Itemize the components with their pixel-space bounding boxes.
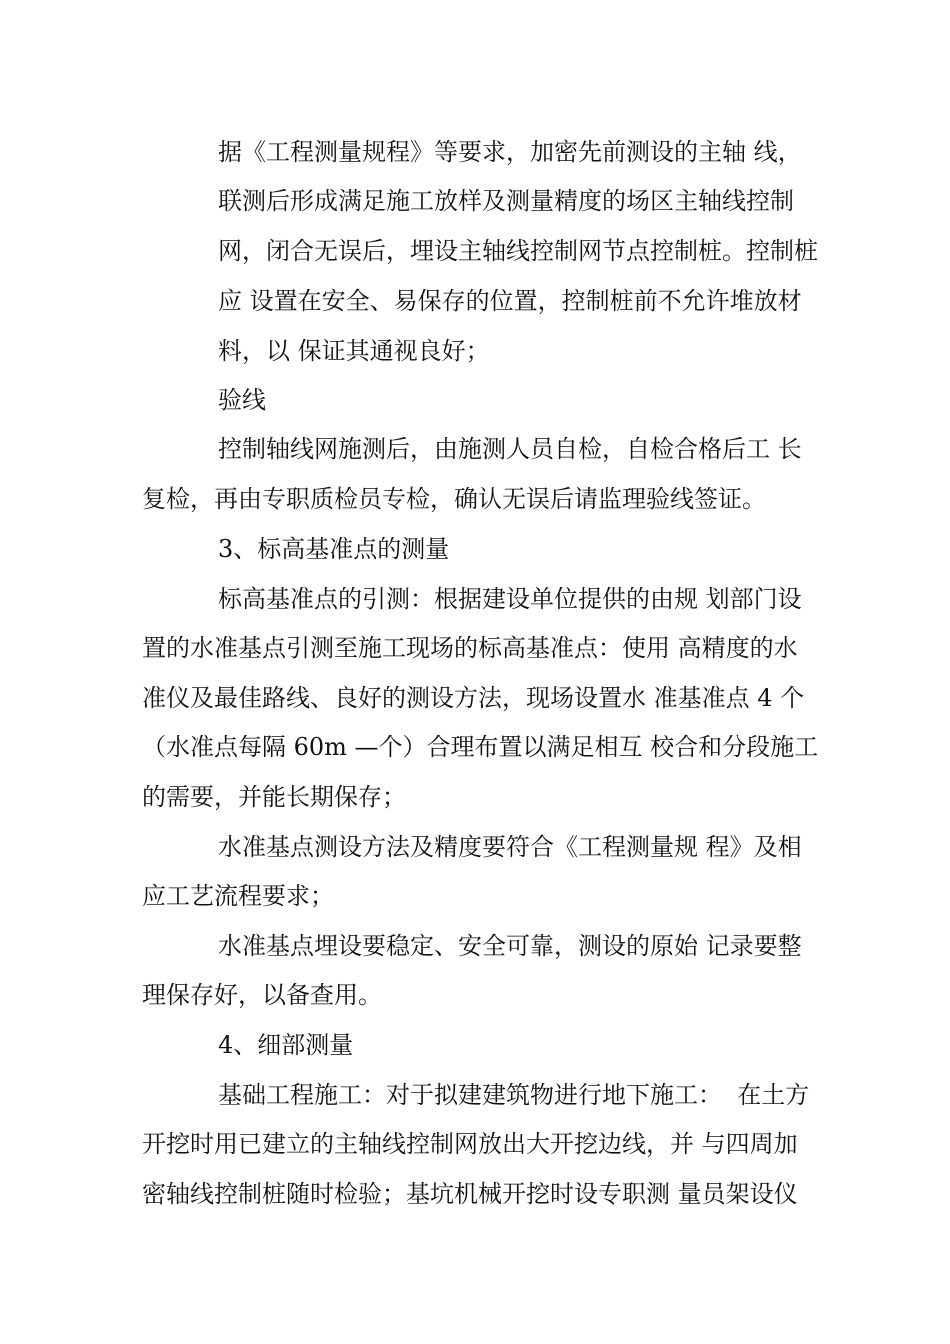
- section-heading: 验线: [218, 386, 266, 414]
- paragraph-line: 网，闭合无误后，埋设主轴线控制网节点控制桩。控制桩: [218, 237, 818, 265]
- paragraph-line: 据《工程测量规程》等要求，加密先前测设的主轴 线，: [218, 138, 802, 166]
- paragraph-line: 的需要，并能长期保存；: [142, 783, 406, 811]
- paragraph-line: 复检，再由专职质检员专检，确认无误后请监理验线签证。: [142, 485, 766, 513]
- paragraph-line: 准仪及最佳路线、良好的测设方法，现场设置水 准基准点 4 个: [142, 684, 805, 712]
- paragraph-line: 理保存好，以备查用。: [142, 981, 382, 1009]
- paragraph-line: 水准基点埋设要稳定、安全可靠，测设的原始 记录要整: [218, 932, 802, 960]
- section-heading: 3、标高基准点的测量: [218, 535, 450, 563]
- paragraph-line: 基础工程施工：对于拟建建筑物进行地下施工： 在土方: [218, 1081, 810, 1109]
- paragraph-line: 标高基准点的引测：根据建设单位提供的由规 划部门设: [218, 585, 802, 613]
- paragraph-line: 联测后形成满足施工放样及测量精度的场区主轴线控制: [218, 187, 794, 215]
- paragraph-line: （水准点每隔 60m —个）合理布置以满足相互 校合和分段施工: [142, 733, 819, 761]
- section-heading: 4、细部测量: [218, 1031, 354, 1059]
- paragraph-line: 控制轴线网施测后，由施测人员自检，自检合格后工 长: [218, 435, 802, 463]
- paragraph-line: 应 设置在安全、易保存的位置，控制桩前不允许堆放材: [218, 287, 802, 315]
- paragraph-line: 置的水准基点引测至施工现场的标高基准点：使用 高精度的水: [142, 634, 798, 662]
- paragraph-line: 开挖时用已建立的主轴线控制网放出大开挖边线，并 与四周加: [142, 1130, 798, 1158]
- paragraph-line: 应工艺流程要求；: [142, 882, 334, 910]
- paragraph-line: 密轴线控制桩随时检验；基坑机械开挖时设专职测 量员架设仪: [142, 1180, 798, 1208]
- paragraph-line: 水准基点测设方法及精度要符合《工程测量规 程》及相: [218, 833, 802, 861]
- paragraph-line: 料，以 保证其通视良好；: [218, 337, 490, 365]
